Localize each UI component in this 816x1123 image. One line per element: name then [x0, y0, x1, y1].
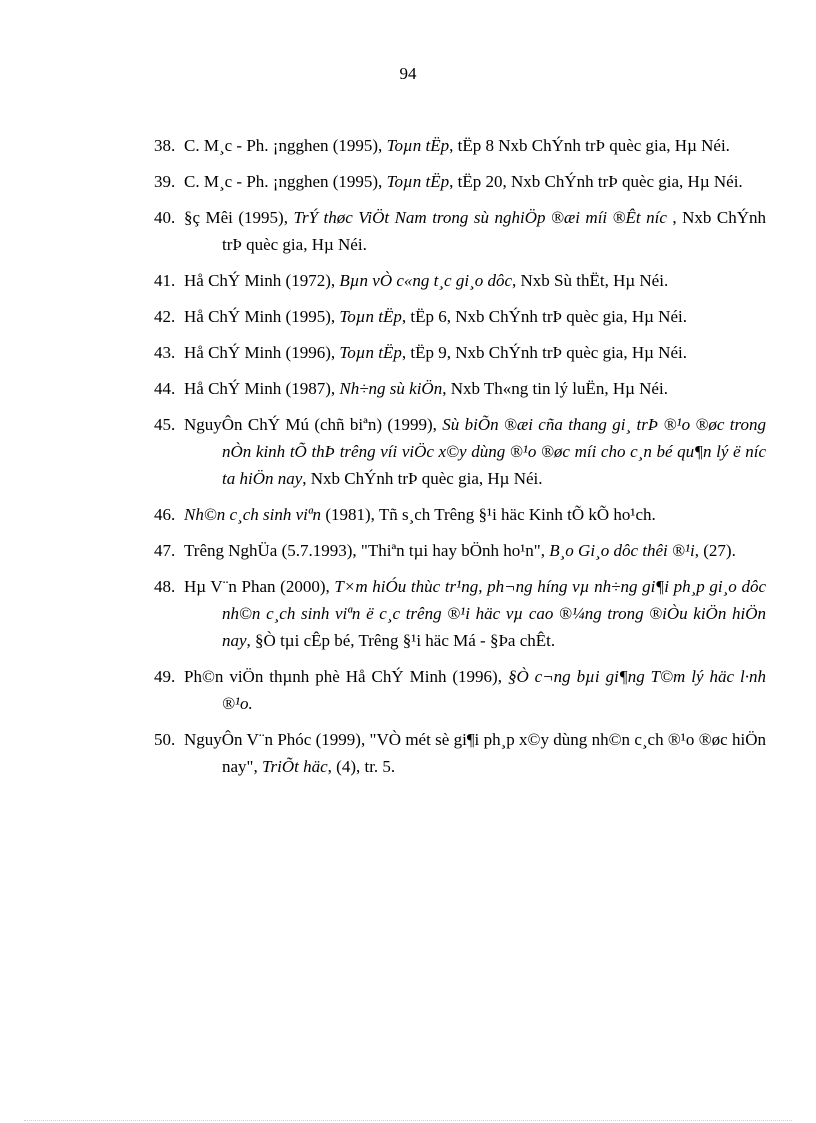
reference-text: , Nxb Sù thËt, Hµ Néi.: [512, 271, 669, 290]
reference-number: 48.: [154, 577, 176, 596]
reference-item: [154, 168, 766, 195]
reference-item: [154, 537, 766, 564]
reference-text: Ph©n viÖn thµnh phè Hå ChÝ Minh (1996),: [184, 667, 508, 686]
reference-number: 41.: [154, 271, 176, 290]
reference-title: Toµn tËp: [386, 136, 450, 155]
reference-title: TriÕt häc: [262, 757, 328, 776]
reference-text: , tËp 20, Nxb ChÝnh trÞ quèc gia, Hµ Néi.: [449, 172, 743, 191]
reference-item: [154, 132, 766, 159]
page-bottom-divider: [24, 1120, 792, 1121]
reference-item: [154, 726, 766, 780]
reference-text: NguyÔn V¨n Phóc (1999), "VÒ mét sè gi¶i ph¸p x©y dùng nh©n c¸ch ®¹o ®øc hiÖn nay",: [184, 730, 766, 776]
reference-number: 43.: [154, 343, 176, 362]
reference-text: Trêng NghÜa (5.7.1993), "Thiªn tµi hay bÖnh ho¹n",: [184, 541, 550, 560]
reference-number: 44.: [154, 379, 176, 398]
reference-title: Toµn tËp: [339, 343, 402, 362]
reference-item: [154, 375, 766, 402]
reference-text: Hµ V¨n Phan (2000),: [184, 577, 335, 596]
reference-item: [154, 573, 766, 654]
reference-title: T×m hiÓu thùc tr¹ng, ph¬ng híng vµ nh÷ng gi¶i ph¸p gi¸o dôc nh©n c¸ch sinh viªn ë c¸c trêng ®¹i häc vµ cao ®¼ng trong ®iÒu kiÖn hiÖn nay: [222, 577, 767, 650]
reference-title: Toµn tËp: [339, 307, 402, 326]
reference-list: [154, 132, 766, 789]
reference-number: 45.: [154, 415, 176, 434]
reference-number: 46.: [154, 505, 176, 524]
reference-number: 38.: [154, 136, 176, 155]
reference-text: , (4), tr. 5.: [327, 757, 396, 776]
reference-text: , Nxb ChÝnh trÞ quèc gia, Hµ Néi.: [302, 469, 543, 488]
reference-text: , §Ò tµi cÊp bé, Trêng §¹i häc Má - §Þa chÊt.: [246, 631, 556, 650]
reference-item: [154, 339, 766, 366]
reference-title: Nh÷ng sù kiÖn: [339, 379, 443, 398]
reference-title: Bµn vÒ c«ng t¸c gi¸o dôc: [339, 271, 513, 290]
reference-title: Toµn tËp: [386, 172, 450, 191]
reference-title: TrÝ thøc ViÖt Nam trong sù nghiÖp ®æi míi ®Êt níc: [293, 208, 667, 227]
reference-item: [154, 501, 766, 528]
reference-number: 49.: [154, 667, 176, 686]
reference-number: 40.: [154, 208, 176, 227]
reference-text: , tËp 6, Nxb ChÝnh trÞ quèc gia, Hµ Néi.: [401, 307, 687, 326]
page-number: 94: [399, 64, 417, 83]
reference-text: C. M¸c - Ph. ¡ngghen (1995),: [184, 172, 387, 191]
reference-text: , tËp 9, Nxb ChÝnh trÞ quèc gia, Hµ Néi.: [401, 343, 687, 362]
reference-number: 42.: [154, 307, 176, 326]
reference-item: [154, 303, 766, 330]
reference-text: C. M¸c - Ph. ¡ngghen (1995),: [184, 136, 387, 155]
reference-text: , tËp 8 Nxb ChÝnh trÞ quèc gia, Hµ Néi.: [449, 136, 730, 155]
reference-text: , (27).: [694, 541, 736, 560]
reference-text: (1981), Tñ s¸ch Trêng §¹i häc Kinh tÕ kÕ ho¹ch.: [321, 505, 656, 524]
reference-text: Hå ChÝ Minh (1996),: [184, 343, 340, 362]
reference-text: NguyÔn ChÝ Mú (chñ biªn) (1999),: [184, 415, 443, 434]
reference-number: 39.: [154, 172, 176, 191]
reference-text: Hå ChÝ Minh (1987),: [184, 379, 340, 398]
reference-text: , Nxb ChÝnh trÞ quèc gia, Hµ Néi.: [222, 208, 766, 254]
reference-text: §ç Mêi (1995),: [184, 208, 294, 227]
reference-text: Hå ChÝ Minh (1972),: [184, 271, 340, 290]
reference-title: Nh©n c¸ch sinh viªn: [184, 505, 322, 524]
reference-number: 47.: [154, 541, 176, 560]
reference-number: 50.: [154, 730, 176, 749]
reference-title: §Ò c¬ng bµi gi¶ng T©m lý häc l·nh ®¹o.: [222, 667, 766, 713]
reference-text: Hå ChÝ Minh (1995),: [184, 307, 340, 326]
reference-title: B¸o Gi¸o dôc thêi ®¹i: [549, 541, 695, 560]
reference-item: [154, 411, 766, 492]
reference-title: Sù biÕn ®æi cña thang gi¸ trÞ ®¹o ®øc trong nÒn kinh tÕ thÞ trêng víi viÖc x©y dùng ®¹o ®øc míi cho c¸n bé qu¶n lý ë níc ta hiÖn nay: [222, 415, 766, 488]
reference-text: , Nxb Th«ng tin lý luËn, Hµ Néi.: [442, 379, 668, 398]
reference-item: [154, 663, 766, 717]
reference-item: [154, 204, 766, 258]
reference-item: [154, 267, 766, 294]
